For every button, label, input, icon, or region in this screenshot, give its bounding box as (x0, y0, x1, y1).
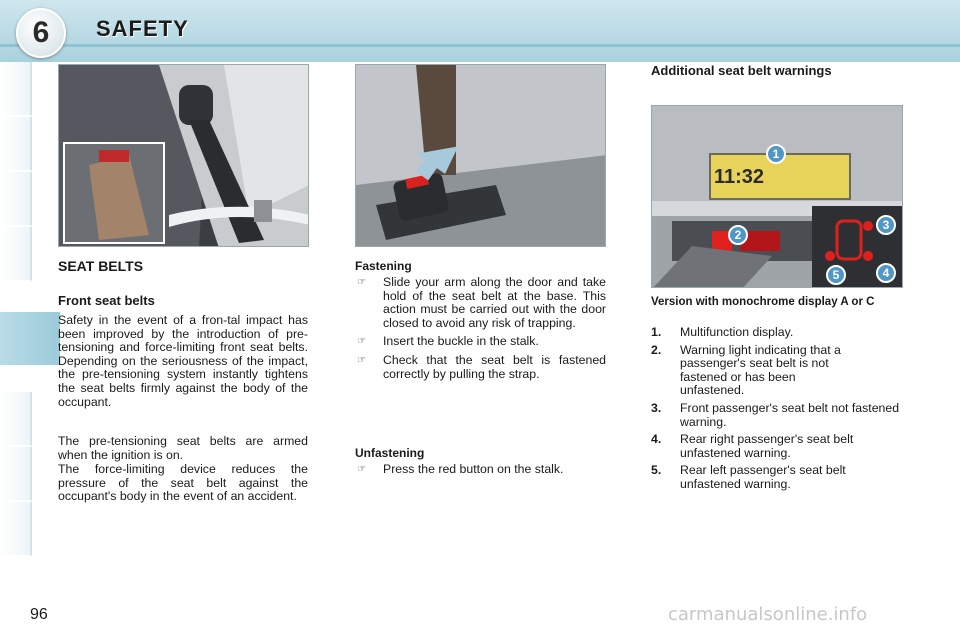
page-title: SAFETY (96, 16, 189, 41)
callout-4: 4 (876, 263, 896, 283)
list-item: ☞ Check that the seat belt is fastened correctly by pulling the strap. (357, 352, 606, 381)
list-item: 1. Multifunction display. (651, 325, 794, 339)
list-item: ☞ Press the red button on the stalk. (357, 462, 564, 476)
header-divider (0, 44, 960, 47)
chapter-tab[interactable] (0, 62, 32, 116)
warning-items (651, 326, 907, 496)
fastening-title: Fastening (355, 259, 412, 273)
list-item: 2. Warning light indicating that a passenger's seat belt is not fastened or has been unfastened. (651, 342, 841, 398)
paragraph: The pre-tensioning seat belts are armed when the ignition is on. (58, 434, 308, 462)
chapter-number: 6 (32, 16, 50, 49)
chapter-tab-active[interactable] (0, 312, 60, 366)
pointing-finger-icon: ☞ (357, 464, 366, 475)
unfastening-title: Unfastening (355, 446, 425, 460)
chapter-tab[interactable] (0, 502, 32, 556)
pointing-finger-icon: ☞ (357, 354, 366, 366)
chapter-tab[interactable] (0, 117, 32, 171)
callout-1: 1 (766, 144, 786, 164)
subsection-title-front-seat-belts: Front seat belts (58, 293, 155, 308)
section-title-seat-belts: SEAT BELTS (58, 258, 144, 274)
list-item: 3. Front passenger's seat belt not fastened warning. (651, 400, 900, 429)
fastening-steps (355, 276, 606, 386)
callout-3: 3 (876, 215, 896, 235)
display-clock: 11:32 (714, 166, 765, 188)
pointing-finger-icon: ☞ (357, 336, 366, 348)
list-item: ☞ Slide your arm along the door and take hold of the seat belt at the base. This action must be carried out with the door closed to avoid any risk of trapping. (357, 275, 606, 330)
seat-belt-buckle-photo (355, 64, 606, 247)
page-number: 96 (30, 606, 48, 623)
version-title: Version with monochrome display A or C (651, 296, 875, 308)
instrument-display-photo (651, 105, 903, 288)
chapter-tab[interactable] (0, 172, 32, 226)
watermark: carmanualsonline.info (668, 604, 868, 625)
chapter-tab[interactable] (0, 227, 32, 281)
paragraph: Safety in the event of a fron-tal impact has been improved by the introduction of pre-tensioning and force-limiting front seat belts. Depending on the seriousness of the impact, the pre-tensioning system instantly tightens the seat belts firmly against the body of the occupant. (58, 313, 308, 409)
seat-belt-anchor-photo (58, 64, 309, 247)
list-item: ☞ Insert the buckle in the stalk. (357, 334, 539, 349)
paragraph: The force-limiting device reduces the pressure of the seat belt against the occupant's body in the event of an accident. (58, 462, 308, 504)
callout-5: 5 (826, 265, 846, 285)
chapter-tab[interactable] (0, 447, 32, 501)
list-item: 4. Rear right passenger's seat belt unfastened warning. (651, 432, 854, 460)
section-title-additional-warnings: Additional seat belt warnings (651, 63, 832, 78)
chapter-tab[interactable] (0, 392, 32, 446)
pointing-finger-icon: ☞ (357, 277, 366, 288)
list-item: 5. Rear left passenger's seat belt unfastened warning. (651, 463, 846, 491)
chapter-tabs (0, 62, 34, 577)
unfastening-steps (355, 463, 606, 482)
callout-2: 2 (728, 225, 748, 245)
chapter-badge (16, 8, 66, 58)
